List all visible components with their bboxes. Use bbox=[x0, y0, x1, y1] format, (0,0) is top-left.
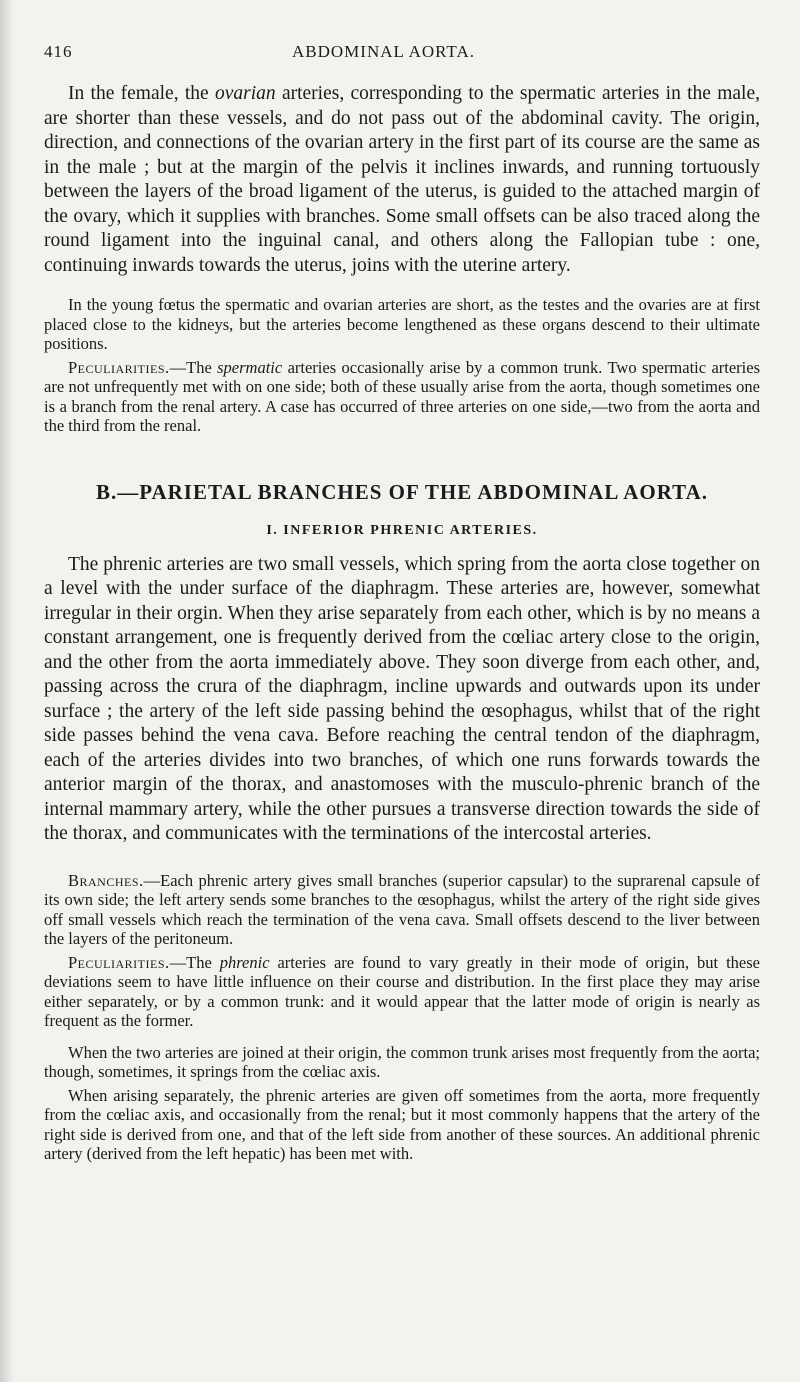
p3-text-start: —The bbox=[169, 357, 218, 377]
p6-text-end: arteries are found to vary greatly in their mode of origin, but these deviations seem to have little influence on their course and distribution. In the first place they may arise either separately, or by a common trunk: and it would appear that the latter mode of origin is nearly as frequent as the former. bbox=[44, 952, 760, 1030]
p5-text: —Each phrenic artery gives small branches (superior capsular) to the suprarenal capsule of its own side; the left artery sends some branches to the œsophagus, whilst the artery of the right side gives off small vessels which reach the termination of the vena cava. Small offsets descend to the liver between the layers of the peritoneum. bbox=[44, 870, 760, 948]
p6-text-start: —The bbox=[169, 952, 220, 972]
running-head bbox=[44, 28, 760, 61]
scan-edge-shadow bbox=[0, 0, 14, 1382]
paragraph-phrenic-peculiarities bbox=[44, 953, 760, 1031]
paragraph-foetus-note: In the young fœtus the spermatic and ovarian arteries are short, as the testes and the ovaries are at first placed close to the kidneys, but the arteries become lengthened as these organs descend to their ultimate positions. bbox=[44, 295, 760, 353]
p6-italic-term: phrenic bbox=[219, 952, 270, 972]
p3-label: Peculiarities. bbox=[68, 357, 170, 377]
section-heading: B.—PARIETAL BRANCHES OF THE ABDOMINAL AORTA. bbox=[95, 479, 709, 504]
paragraph-ovarian-arteries bbox=[44, 82, 760, 278]
subsection-heading: I. INFERIOR PHRENIC ARTERIES. bbox=[266, 522, 538, 538]
p1-text-start: In the female, the bbox=[68, 83, 215, 104]
page-number: 416 bbox=[44, 42, 73, 61]
paragraph-phrenic-branches bbox=[44, 871, 760, 949]
paragraph-phrenic-arteries: The phrenic arteries are two small vessels, which spring from the aorta close together on a level with the under surface of the diaphragm. These arteries are, however, somewhat irregular in their orgin. When they arise separately from each other, which is by no means a constant arrangement, one is frequently derived from the cœliac artery close to the origin, and the other from the aorta immediately above. They soon diverge from each other, and, passing across the crura of the diaphragm, incline upwards and outwards upon its under surface ; the artery of the left side passing behind the œsophagus, whilst that of the right side passes behind the vena cava. Before reaching the central tendon of the diaphragm, each of the arteries divides into two branches, of which one runs forwards towards the anterior margin of the thorax, and anastomoses with the musculo-phrenic branch of the internal mammary artery, while the other pursues a transverse direction towards the side of the thorax, and communicates with the terminations of the intercostal arteries. bbox=[44, 553, 760, 844]
p1-text-end: arteries, corresponding to the spermatic arteries in the male, are shorter than these vessels, and do not pass out of the abdominal cavity. The origin, direction, and connections of the ovarian artery in the first part of its course are the same as in the male ; but at the margin of the pelvis it inclines inwards, and running tortuously between the layers of the broad ligament of the uterus, is guided to the attached margin of the ovary, which it supplies with branches. Some small offsets can be also traced along the round ligament into the inguinal canal, and others along the Fallopian tube : one, continuing inwards towards the uterus, joins with the uterine artery. bbox=[44, 83, 761, 276]
p3-italic-term: spermatic bbox=[217, 357, 283, 377]
p6-label: Peculiarities. bbox=[68, 952, 170, 972]
paragraph-separate-origin: When arising separately, the phrenic arteries are given off sometimes from the aorta, more frequently from the cœliac axis, and occasionally from the renal; but it most commonly happens that the artery of the right side is derived from one, and that of the left side from another of these sources. An additional phrenic artery (derived from the left hepatic) has been met with. bbox=[44, 1085, 760, 1163]
paragraph-spermatic-peculiarities bbox=[44, 358, 760, 436]
running-title: ABDOMINAL AORTA. bbox=[292, 42, 475, 61]
p5-label: Branches. bbox=[68, 870, 144, 890]
p1-italic-term: ovarian bbox=[214, 83, 276, 104]
p3-text-end: arteries occasionally arise by a common trunk. Two spermatic arteries are not unfrequently met with on one side; both of these usually arise from the aorta, though sometimes one is a branch from the renal artery. A case has occurred of three arteries on one side,—two from the aorta and the third from the renal. bbox=[44, 357, 760, 435]
paragraph-common-trunk: When the two arteries are joined at their origin, the common trunk arises most frequently from the aorta; though, sometimes, it springs from the cœliac axis. bbox=[44, 1042, 760, 1081]
page-content bbox=[44, 28, 760, 1164]
